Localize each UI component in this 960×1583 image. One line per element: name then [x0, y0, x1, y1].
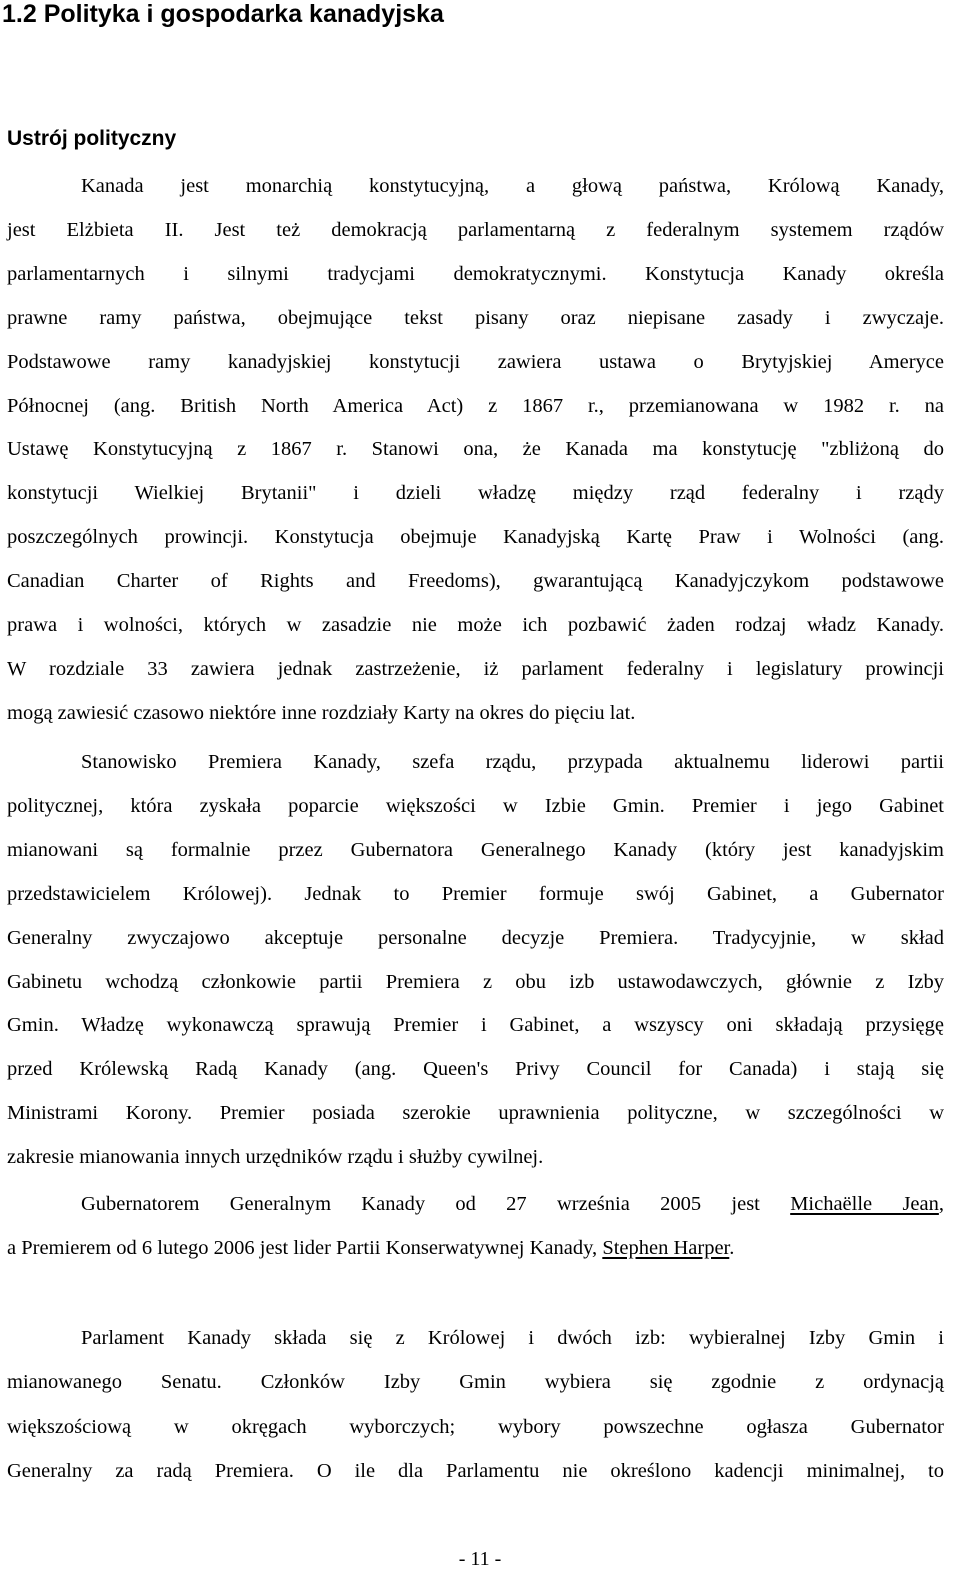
text-line: konstytucji Wielkiej Brytanii" i dzieli władzę między rząd federalny i rządy: [7, 482, 944, 505]
text-line: zakresie mianowania innych urzędników rządu i służby cywilnej.: [7, 1146, 544, 1169]
text-line: politycznej, która zyskała poparcie większości w Izbie Gmin. Premier i jego Gabinet: [7, 794, 944, 817]
text-line: W rozdziale 33 zawiera jednak zastrzeżenie, iż parlament federalny i legislatury prowincji: [7, 657, 944, 680]
text-fragment: Gubernatorem Generalnym Kanady od 27 września 2005 jest: [81, 1193, 791, 1215]
text-line: poszczególnych prowincji. Konstytucja obejmuje Kanadyjską Kartę Praw i Wolności (ang.: [7, 526, 944, 549]
text-line: Generalny zwyczajowo akceptuje personalne decyzje Premiera. Tradycyjnie, w skład: [7, 926, 944, 949]
text-line: przed Królewską Radą Kanady (ang. Queen's Privy Council for Canada) i stają się: [7, 1058, 944, 1081]
text-line: Ustawę Konstytucyjną z 1867 r. Stanowi ona, że Kanada ma konstytucję "zbliżoną do: [7, 438, 944, 461]
text-line: Północnej (ang. British North America Act) z 1867 r., przemianowana w 1982 r. na: [7, 394, 944, 417]
text-line: jest Elżbieta II. Jest też demokracją parlamentarną z federalnym systemem rządów: [7, 218, 944, 241]
paragraph-prime-minister: [7, 741, 944, 1180]
text-fragment: ,: [938, 1193, 944, 1215]
text-line: parlamentarnych i silnymi tradycjami demokratycznymi. Konstytucja Kanady określa: [7, 262, 944, 285]
text-line: [7, 1183, 944, 1227]
page-number: - 11 -: [458, 1548, 502, 1570]
text-line: Gabinetu wchodzą członkowie partii Premiera z obu izb ustawodawczych, głównie z Izby: [7, 970, 944, 993]
paragraph-parliament: [7, 1316, 944, 1494]
text-line: Kanada jest monarchią konstytucyjną, a głową państwa, Królową Kanady,: [81, 175, 944, 197]
text-line: prawne ramy państwa, obejmujące tekst pisany oraz niepisane zasady i zwyczaje.: [7, 306, 944, 329]
text-fragment: a Premierem od 6 lutego 2006 jest lider Partii Konserwatywnej Kanady,: [7, 1236, 603, 1259]
text-line: Ministrami Korony. Premier posiada szerokie uprawnienia polityczne, w szczególności w: [7, 1102, 944, 1125]
text-line: przedstawicielem Królowej). Jednak to Premier formuje swój Gabinet, a Gubernator: [7, 882, 944, 905]
text-line: mianowani są formalnie przez Gubernatora Generalnego Kanady (który jest kanadyjskim: [7, 838, 944, 861]
section-heading: 1.2 Polityka i gospodarka kanadyjska: [2, 0, 444, 28]
text-line: mogą zawiesić czasowo niektóre inne rozdziały Karty na okres do pięciu lat.: [7, 701, 636, 724]
text-line: Canadian Charter of Rights and Freedoms), gwarantującą Kanadyjczykom podstawowe: [7, 570, 944, 593]
paragraph-governor-general: [7, 1183, 944, 1271]
text-fragment: .: [729, 1236, 735, 1259]
text-line: większościową w okręgach wyborczych; wybory powszechne ogłasza Gubernator: [7, 1415, 944, 1438]
text-line: Generalny za radą Premiera. O ile dla Parlamentu nie określono kadencji minimalnej, to: [7, 1460, 944, 1483]
text-line: Parlament Kanady składa się z Królowej i dwóch izb: wybieralnej Izby Gmin i: [81, 1327, 944, 1349]
text-line: Stanowisko Premiera Kanady, szefa rządu, przypada aktualnemu liderowi partii: [81, 751, 944, 773]
text-line: Gmin. Władzę wykonawczą sprawują Premier i Gabinet, a wszyscy oni składają przysięgę: [7, 1014, 944, 1037]
text-line: prawa i wolności, których w zasadzie nie może ich pozbawić żaden rodzaj władz Kanady.: [7, 614, 944, 637]
text-line: [7, 1227, 944, 1271]
text-line: mianowanego Senatu. Członków Izby Gmin wybiera się zgodnie z ordynacją: [7, 1371, 944, 1394]
link-michaelle-jean[interactable]: Michaëlle Jean: [790, 1193, 939, 1215]
link-stephen-harper[interactable]: Stephen Harper: [602, 1236, 730, 1259]
text-line: Podstawowe ramy kanadyjskiej konstytucji zawiera ustawa o Brytyjskiej Ameryce: [7, 350, 944, 373]
paragraph-constitution: [7, 165, 944, 736]
subsection-heading: Ustrój polityczny: [7, 127, 177, 150]
